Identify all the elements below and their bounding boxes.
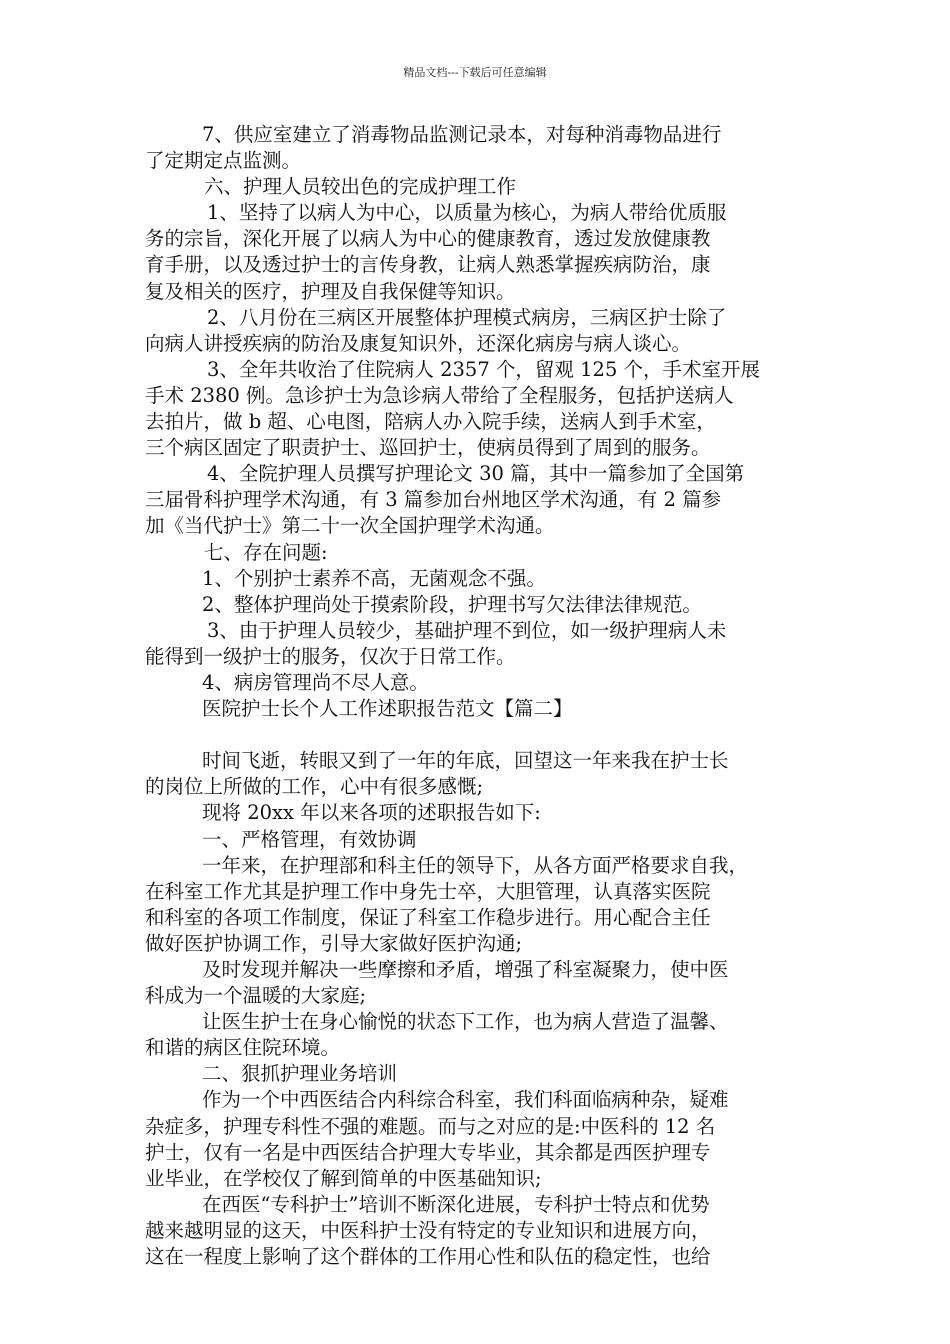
paragraph-line: 现将 20xx 年以来各项的述职报告如下:	[202, 801, 541, 825]
paragraph-line: 了定期定点监测。	[145, 149, 302, 173]
paragraph-line: 能得到一级护士的服务，仅次于日常工作。	[145, 644, 516, 668]
paragraph-line: 做好医护协调工作，引导大家做好医护沟通;	[145, 931, 523, 955]
section-heading: 二、狠抓护理业务培训	[202, 1062, 398, 1086]
paragraph-line: 2、八月份在三病区开展整体护理模式病房，三病区护士除了	[207, 305, 727, 329]
paragraph-line: 育手册，以及透过护士的言传身教，让病人熟悉掌握疾病防治，康	[145, 253, 711, 277]
paragraph-line: 务的宗旨，深化开展了以病人为中心的健康教育，透过发放健康教	[145, 227, 711, 251]
paragraph-line: 科成为一个温暖的大家庭;	[145, 984, 367, 1008]
paragraph-line: 1、坚持了以病人为中心，以质量为核心，为病人带给优质服	[207, 201, 727, 225]
paragraph-line: 3、由于护理人员较少，基础护理不到位，如一级护理病人未	[207, 618, 727, 642]
page-header: 精品文档---下载后可任意编辑	[403, 66, 547, 79]
section-heading: 一、严格管理，有效协调	[202, 827, 417, 851]
paragraph-line: 的岗位上所做的工作，心中有很多感慨;	[145, 775, 484, 799]
paragraph-line: 2、整体护理尚处于摸索阶段，护理书写欠法律法律规范。	[202, 592, 702, 616]
paragraph-line: 三届骨科护理学术沟通，有 3 篇参加台州地区学术沟通，有 2 篇参	[145, 488, 722, 512]
paragraph-line: 三个病区固定了职责护士、巡回护士，使病员得到了周到的服务。	[145, 436, 711, 460]
paragraph-line: 时间飞逝，转眼又到了一年的年底，回望这一年来我在护士长	[202, 749, 729, 773]
document-body	[145, 122, 810, 1270]
paragraph-line: 去拍片，做 b 超、心电图，陪病人办入院手续，送病人到手术室，	[145, 410, 716, 434]
paragraph-line: 一年来，在护理部和科主任的领导下，从各方面严格要求自我，	[202, 853, 749, 877]
paragraph-line: 4、全院护理人员撰写护理论文 30 篇，其中一篇参加了全国第	[207, 462, 745, 486]
paragraph-line: 及时发现并解决一些摩擦和矛盾，增强了科室凝聚力，使中医	[202, 958, 729, 981]
blank-line	[145, 722, 810, 748]
paragraph-line: 向病人讲授疾病的防治及康复知识外，还深化病房与病人谈心。	[145, 331, 692, 355]
paragraph-line: 加《当代护士》第二十一次全国护理学术沟通。	[145, 514, 555, 538]
paragraph-line: 在西医“专科护士”培训不断深化进展，专科护士特点和优势	[202, 1192, 710, 1216]
paragraph-line: 在科室工作尤其是护理工作中身先士卒，大胆管理，认真落实医院	[145, 879, 711, 903]
paragraph-line: 这在一程度上影响了这个群体的工作用心性和队伍的稳定性，也给	[145, 1245, 711, 1269]
paragraph-line: 4、病房管理尚不尽人意。	[202, 670, 429, 694]
paragraph-line: 越来越明显的这天，中医科护士没有特定的专业知识和进展方向，	[145, 1218, 711, 1242]
paragraph-line: 复及相关的医疗，护理及自我保健等知识。	[145, 279, 516, 303]
paragraph-line: 1、个别护士素养不高，无菌观念不强。	[202, 566, 546, 590]
paragraph-line: 作为一个中西医结合内科综合科室，我们科面临病种杂，疑难	[202, 1088, 729, 1112]
paragraph-line: 让医生护士在身心愉悦的状态下工作，也为病人营造了温馨、	[202, 1010, 729, 1034]
paragraph-line: 杂症多，护理专科性不强的难题。而与之对应的是:中医科的 12 名	[145, 1114, 716, 1138]
paragraph-line: 护士，仅有一名是中西医结合护理大专毕业，其余都是西医护理专	[145, 1140, 711, 1164]
section-title: 医院护士长个人工作述职报告范文【篇二】	[202, 697, 573, 721]
paragraph-line: 和谐的病区住院环境。	[145, 1036, 341, 1060]
paragraph-line: 手术 2380 例。急诊护士为急诊病人带给了全程服务，包括护送病人	[145, 383, 734, 407]
section-heading: 六、护理人员较出色的完成护理工作	[204, 175, 517, 199]
paragraph-line: 和科室的各项工作制度，保证了科室工作稳步进行。用心配合主任	[145, 905, 711, 929]
section-heading: 七、存在问题:	[204, 540, 328, 564]
paragraph-line: 3、全年共收治了住院病人 2357 个，留观 125 个，手术室开展	[207, 357, 761, 381]
paragraph-line: 7、供应室建立了消毒物品监测记录本，对每种消毒物品进行	[202, 123, 722, 146]
paragraph-line: 业毕业，在学校仅了解到简单的中医基础知识;	[145, 1166, 542, 1190]
